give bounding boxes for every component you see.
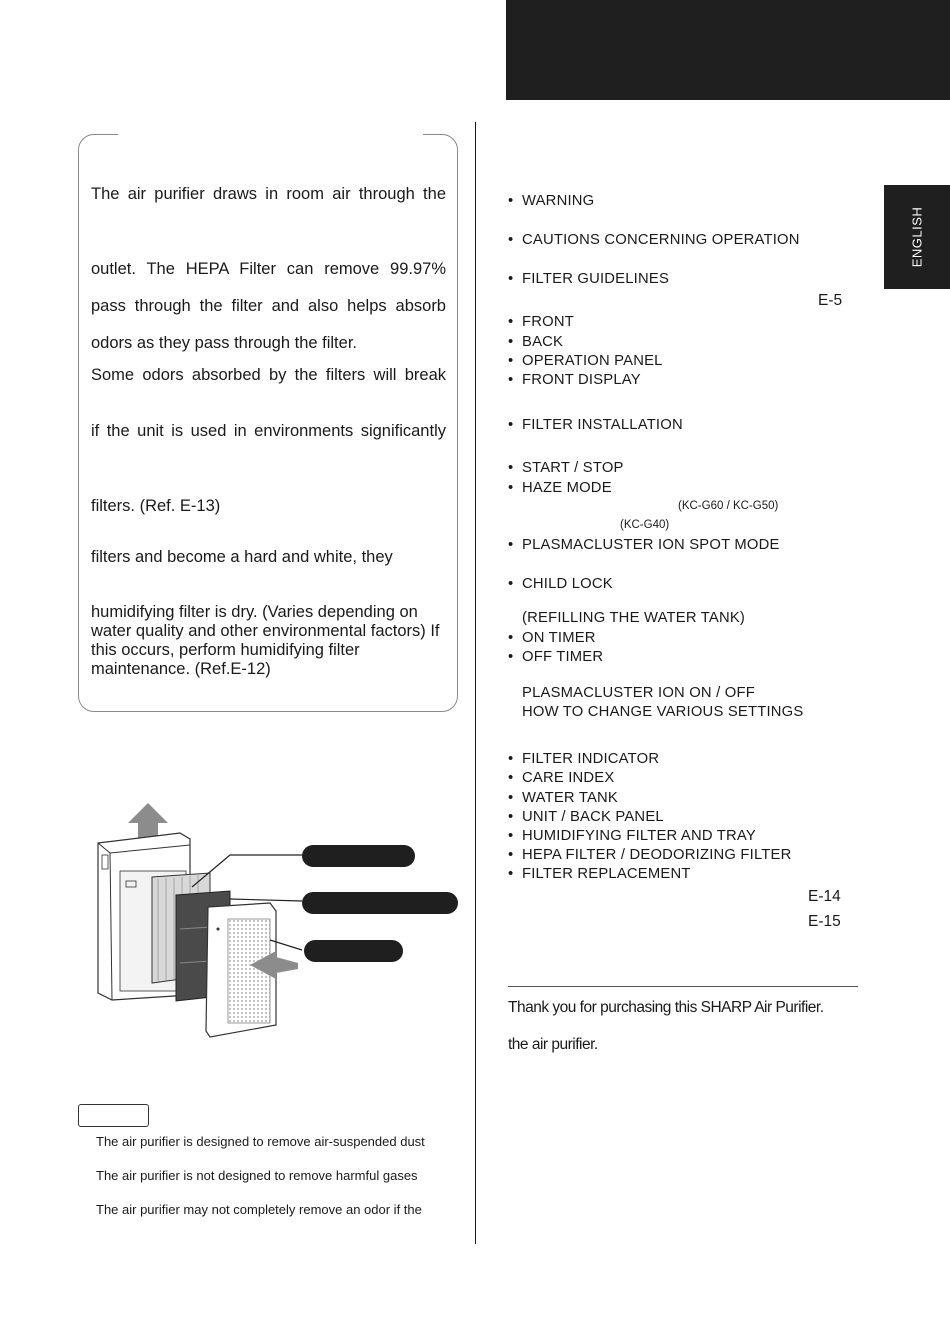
toc-item-water-tank[interactable]: • WATER TANK — [508, 790, 618, 806]
toc-item-filter-installation[interactable]: • FILTER INSTALLATION — [508, 417, 683, 433]
toc-page-e5: E-5 — [818, 292, 843, 309]
box-paragraph-8: filters and become a hard and white, they — [91, 548, 393, 566]
language-tab-label: ENGLISH — [909, 206, 925, 268]
toc-item-filter-guidelines[interactable]: • FILTER GUIDELINES — [508, 271, 670, 287]
toc-item-operation-panel[interactable]: • OPERATION PANEL — [508, 353, 663, 369]
toc-item-filter-replacement[interactable]: • FILTER REPLACEMENT — [508, 866, 691, 882]
toc-item-ion-spot-mode[interactable]: • PLASMACLUSTER ION SPOT MODE — [508, 537, 780, 553]
toc-item-humidifying-filter[interactable]: • HUMIDIFYING FILTER AND TRAY — [508, 828, 756, 844]
toc-item-cautions[interactable]: • CAUTIONS CONCERNING OPERATION — [508, 232, 800, 248]
callout-label-front-panel — [304, 940, 403, 962]
toc-item-child-lock[interactable]: • CHILD LOCK — [508, 576, 613, 592]
box-paragraph-7: filters. (Ref. E-13) — [91, 497, 221, 515]
thanks-line-1: Thank you for purchasing this SHARP Air Purifier. — [508, 999, 824, 1016]
toc-item-settings[interactable]: HOW TO CHANGE VARIOUS SETTINGS — [522, 704, 804, 720]
toc-item-care-index[interactable]: • CARE INDEX — [508, 770, 615, 786]
thanks-line-2: the air purifier. — [508, 1036, 598, 1053]
callout-label-hepa — [302, 845, 415, 867]
toc-item-off-timer[interactable]: • OFF TIMER — [508, 649, 604, 665]
toc-item-back[interactable]: • BACK — [508, 334, 564, 350]
section-rule — [508, 986, 858, 987]
callout-label-deodorizing — [302, 892, 458, 914]
box-paragraph-1: The air purifier draws in room air through the — [91, 185, 446, 203]
toc-item-front-display[interactable]: • FRONT DISPLAY — [508, 372, 641, 388]
box-paragraph-4: odors as they pass through the filter. — [91, 334, 357, 352]
box-paragraph-9: humidifying filter is dry. (Varies depending on water quality and other environmental factors) If this occurs, perform humidifying filter maintenance. (Ref.E-12) — [91, 603, 440, 678]
note-line-3: The air purifier may not completely remove an odor if the — [96, 1202, 422, 1217]
info-box-title-gap — [118, 128, 423, 140]
column-divider — [475, 122, 476, 1244]
toc-item-filter-indicator[interactable]: • FILTER INDICATOR — [508, 751, 660, 767]
note-line-2: The air purifier is not designed to remove harmful gases — [96, 1168, 418, 1183]
toc-item-front[interactable]: • FRONT — [508, 314, 574, 330]
header-bar — [506, 0, 950, 100]
toc-item-ion-on-off[interactable]: PLASMACLUSTER ION ON / OFF — [522, 685, 755, 701]
toc-item-warning[interactable]: • WARNING — [508, 193, 595, 209]
toc-model-note-2: (KC-G40) — [620, 519, 670, 531]
air-purifier-illustration — [80, 795, 465, 1045]
toc-item-hepa-deodorizing[interactable]: • HEPA FILTER / DEODORIZING FILTER — [508, 847, 792, 863]
toc-item-on-timer[interactable]: • ON TIMER — [508, 630, 596, 646]
note-line-1: The air purifier is designed to remove air-suspended dust — [96, 1134, 425, 1149]
toc-item-haze-mode[interactable]: • HAZE MODE — [508, 480, 612, 496]
toc-item-refilling[interactable]: (REFILLING THE WATER TANK) — [522, 610, 746, 626]
box-paragraph-5: Some odors absorbed by the filters will break — [91, 366, 446, 384]
box-paragraph-3: pass through the filter and also helps absorb — [91, 297, 446, 315]
box-paragraph-6: if the unit is used in environments significantly — [91, 422, 446, 440]
box-paragraph-2: outlet. The HEPA Filter can remove 99.97% — [91, 260, 446, 278]
toc-page-e15: E-15 — [808, 913, 841, 930]
toc-item-unit-back-panel[interactable]: • UNIT / BACK PANEL — [508, 809, 664, 825]
toc-model-note-1: (KC-G60 / KC-G50) — [678, 500, 779, 512]
toc-page-e14: E-14 — [808, 888, 841, 905]
language-tab — [884, 185, 950, 289]
note-label-box — [78, 1104, 149, 1127]
toc-item-start-stop[interactable]: • START / STOP — [508, 460, 624, 476]
